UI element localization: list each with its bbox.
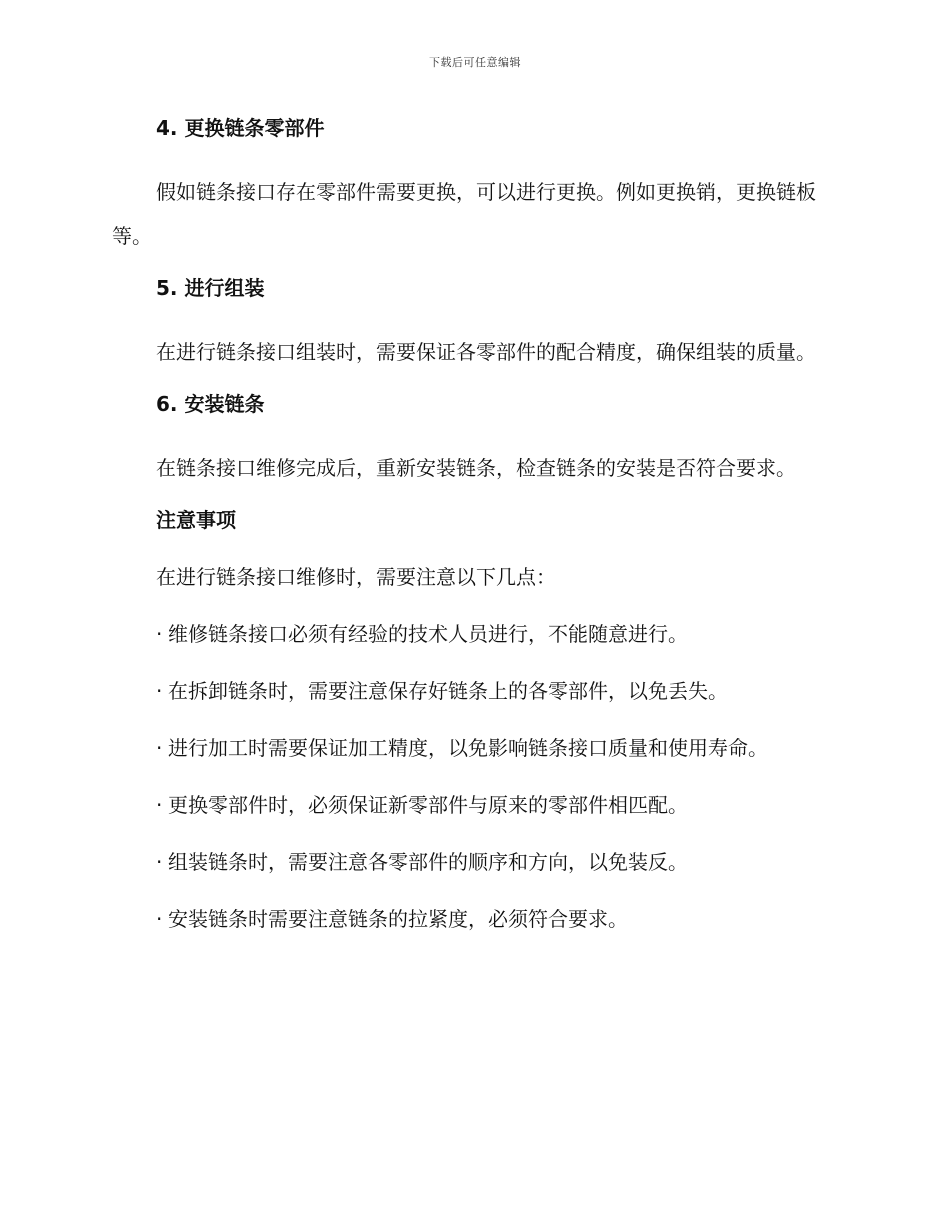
list-item bbox=[112, 675, 832, 707]
list-item bbox=[112, 846, 832, 878]
notes-list bbox=[112, 618, 832, 935]
list-item-text: 进行加工时需要保证加工精度，以免影响链条接口质量和使用寿命。 bbox=[168, 736, 768, 760]
bullet-icon: · bbox=[156, 622, 163, 646]
document-body bbox=[112, 112, 832, 960]
list-item-text: 安装链条时需要注意链条的拉紧度，必须符合要求。 bbox=[168, 907, 628, 931]
section-heading-replace-parts: 4. 更换链条零部件 bbox=[156, 116, 325, 140]
list-item bbox=[112, 789, 832, 821]
list-item-text: 在拆卸链条时，需要注意保存好链条上的各零部件，以免丢失。 bbox=[168, 679, 728, 703]
list-item bbox=[112, 903, 832, 935]
page-header: 下载后可任意编辑 bbox=[429, 56, 521, 69]
section-body-install-chain: 在链条接口维修完成后，重新安装链条，检查链条的安装是否符合要求。 bbox=[156, 456, 796, 480]
bullet-icon: · bbox=[156, 736, 163, 760]
section-heading-assembly: 5. 进行组装 bbox=[156, 276, 265, 300]
section-heading-install-chain: 6. 安装链条 bbox=[156, 392, 265, 416]
bullet-icon: · bbox=[156, 679, 163, 703]
section-body-replace-parts: 假如链条接口存在零部件需要更换，可以进行更换。例如更换销，更换链板等。 bbox=[112, 180, 816, 248]
notes-heading: 注意事项 bbox=[156, 508, 236, 532]
bullet-icon: · bbox=[156, 907, 163, 931]
list-item bbox=[112, 618, 832, 650]
list-item bbox=[112, 732, 832, 764]
list-item-text: 组装链条时，需要注意各零部件的顺序和方向，以免装反。 bbox=[168, 850, 688, 874]
list-item-text: 维修链条接口必须有经验的技术人员进行，不能随意进行。 bbox=[168, 622, 688, 646]
section-body-assembly: 在进行链条接口组装时，需要保证各零部件的配合精度，确保组装的质量。 bbox=[156, 340, 816, 364]
notes-intro: 在进行链条接口维修时，需要注意以下几点： bbox=[156, 565, 556, 589]
bullet-icon: · bbox=[156, 850, 163, 874]
list-item-text: 更换零部件时，必须保证新零部件与原来的零部件相匹配。 bbox=[168, 793, 688, 817]
bullet-icon: · bbox=[156, 793, 163, 817]
